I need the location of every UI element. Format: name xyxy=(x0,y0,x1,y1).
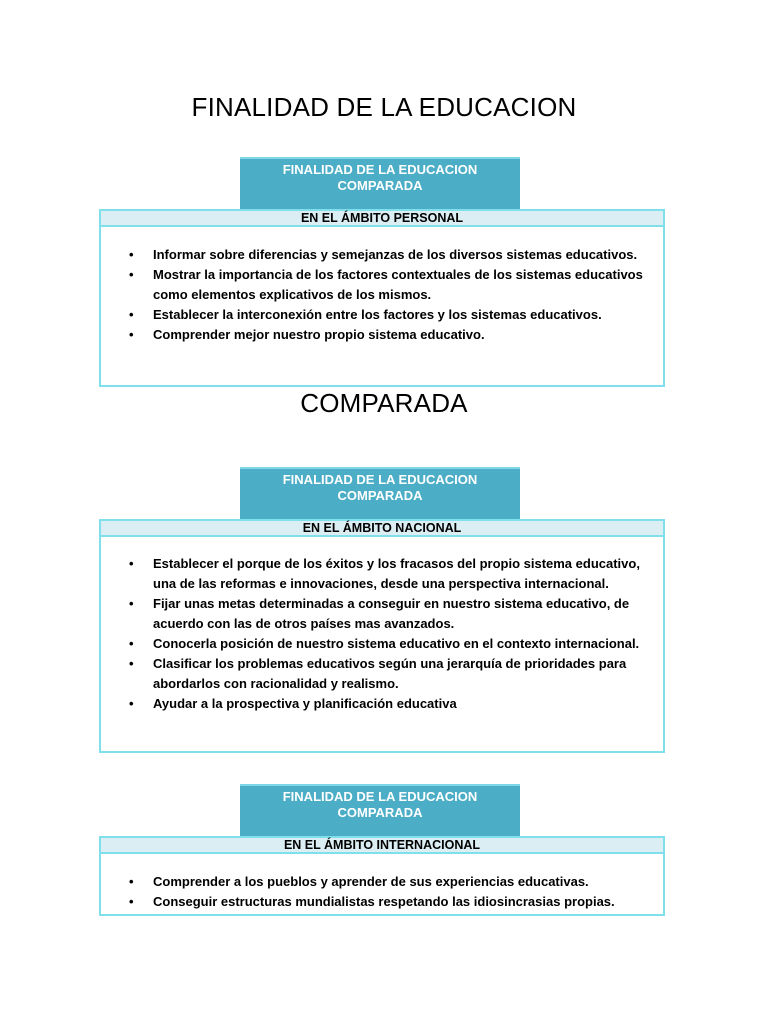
list-item: • Establecer la interconexión entre los factores y los sistemas educativos. xyxy=(123,305,657,325)
list-item: • Comprender a los pueblos y aprender de sus experiencias educativas. xyxy=(123,872,657,892)
section-header-box xyxy=(240,467,520,519)
list-item: • Mostrar la importancia de los factores contextuales de los sistemas educativos como elementos explicativos de los mismos. xyxy=(123,265,657,305)
section-header-line2: COMPARADA xyxy=(337,805,423,820)
bullet-list xyxy=(123,245,657,345)
list-item: • Establecer el porque de los éxitos y los fracasos del propio sistema educativo, una de las reformas e innovaciones, desde una perspectiva internacional. xyxy=(123,554,657,594)
section-content-box xyxy=(99,854,665,916)
list-item: • Comprender mejor nuestro propio sistema educativo. xyxy=(123,325,657,345)
section-header-box xyxy=(240,157,520,209)
list-item: • Clasificar los problemas educativos según una jerarquía de prioridades para abordarlos con racionalidad y realismo. xyxy=(123,654,657,694)
page-title: FINALIDAD DE LA EDUCACION xyxy=(191,92,577,122)
section-subheader: EN EL ÁMBITO NACIONAL xyxy=(99,519,665,537)
section-header-box xyxy=(240,784,520,836)
section-header-line1: FINALIDAD DE LA EDUCACION xyxy=(282,162,478,177)
section-header-line1: FINALIDAD DE LA EDUCACION xyxy=(282,789,478,804)
list-item: • Ayudar a la prospectiva y planificación educativa xyxy=(123,694,657,714)
section-header-line2: COMPARADA xyxy=(337,178,423,193)
bullet-list xyxy=(123,872,657,912)
list-item: • Informar sobre diferencias y semejanzas de los diversos sistemas educativos. xyxy=(123,245,657,265)
section-subheader: EN EL ÁMBITO PERSONAL xyxy=(99,209,665,227)
list-item: • Conocerla posición de nuestro sistema educativo en el contexto internacional. xyxy=(123,634,657,654)
section-header-line1: FINALIDAD DE LA EDUCACION xyxy=(282,472,478,487)
section-content-box xyxy=(99,537,665,753)
section-content-box xyxy=(99,227,665,387)
section-subheader: EN EL ÁMBITO INTERNACIONAL xyxy=(99,836,665,854)
page-title-continuation: COMPARADA xyxy=(300,388,468,418)
section-header-line2: COMPARADA xyxy=(337,488,423,503)
bullet-list xyxy=(123,554,657,714)
list-item: • Fijar unas metas determinadas a conseguir en nuestro sistema educativo, de acuerdo con las de otros países mas avanzados. xyxy=(123,594,657,634)
list-item: • Conseguir estructuras mundialistas respetando las idiosincrasias propias. xyxy=(123,892,657,912)
